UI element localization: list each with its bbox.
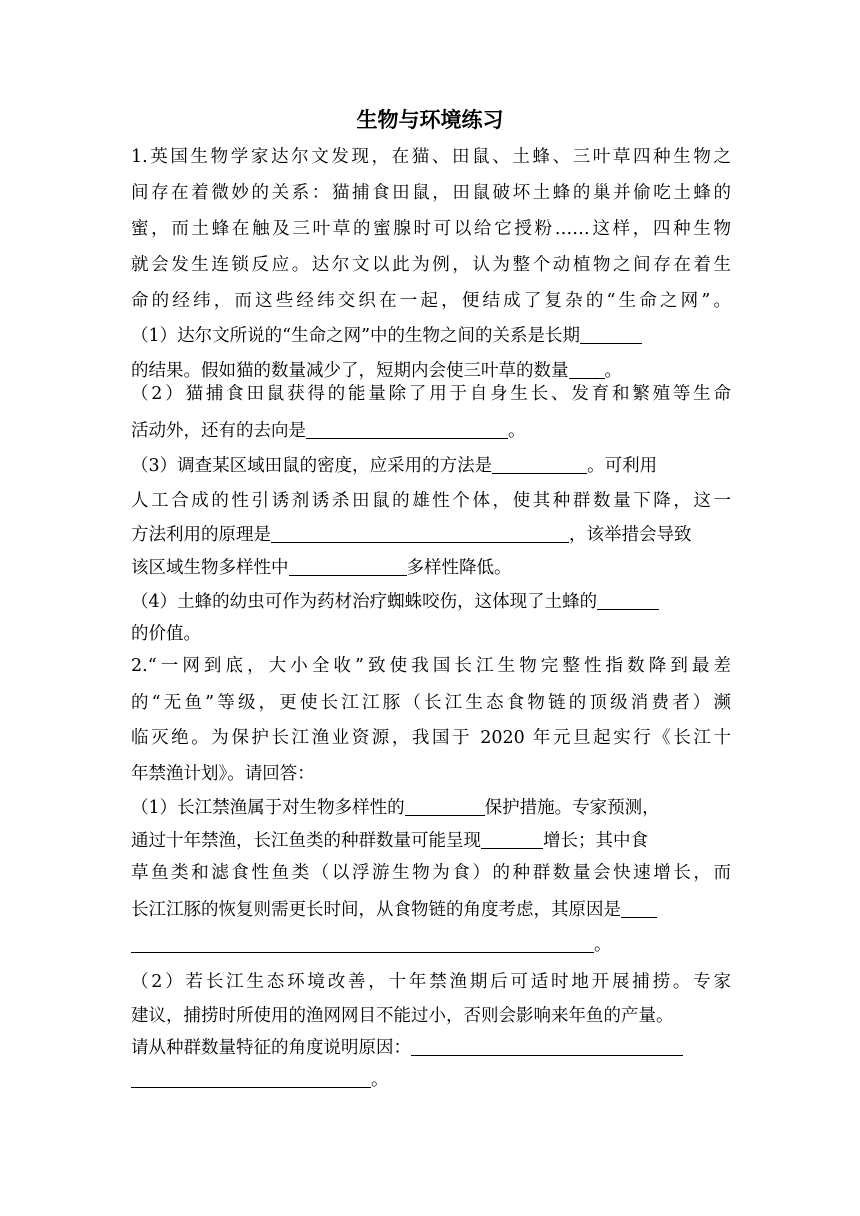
q2-part1-line — [131, 894, 731, 926]
q2-stem-line: 年禁渔计划》。请回答： — [131, 764, 315, 784]
q1-part3-text: 该区域生物多样性中 — [131, 558, 289, 578]
answer-blank[interactable] — [621, 897, 657, 918]
answer-blank[interactable] — [131, 1067, 371, 1088]
answer-blank[interactable] — [597, 589, 659, 610]
q2-stem-line: 临灭绝。为保护长江渔业资源，我国于 2020 年元旦起实行《长江十 — [131, 728, 731, 748]
q1-part3-line: 人工合成的性引诱剂诱杀田鼠的雄性个体，使其种群数量下降，这一 — [131, 491, 731, 511]
q1-part3-line — [131, 519, 731, 551]
q1-part3-text: 。可利用 — [587, 456, 658, 476]
q2-part1-text: 通过十年禁渔，长江鱼类的种群数量可能呈现 — [131, 831, 481, 851]
answer-blank[interactable] — [271, 522, 569, 543]
answer-blank[interactable] — [289, 555, 407, 576]
q2-part1-line — [131, 792, 731, 824]
answer-blank[interactable] — [411, 1035, 683, 1056]
q2-part1-line: 草鱼类和滤食性鱼类（以浮游生物为食）的种群数量会快速增长，而 — [131, 863, 731, 883]
q2-part1-text: 长江江豚的恢复则需更长时间，从食物链的角度考虑，其原因是 — [131, 900, 621, 920]
q1-part2-line: （2）猫捕食田鼠获得的能量除了用于自身生长、发育和繁殖等生命 — [131, 384, 731, 404]
q1-part4-text: （4）土蜂的幼虫可作为药材治疗蜘蛛咬伤，这体现了土蜂的 — [131, 592, 598, 612]
q2-part2-end: 。 — [371, 1070, 389, 1090]
q1-stem-line: 就会发生连锁反应。达尔文以此为例，认为整个动植物之间存在着生 — [131, 255, 731, 275]
answer-blank[interactable] — [492, 453, 587, 474]
q2-stem-line: 的“无鱼”等级，更使长江江豚（长江生态食物链的顶级消费者）濒 — [131, 693, 731, 713]
q1-part1-line — [131, 320, 731, 352]
q2-part1-text: （1）长江禁渔属于对生物多样性的 — [131, 798, 405, 818]
answer-blank[interactable] — [306, 418, 508, 439]
q2-part1-line — [131, 825, 731, 857]
q1-part1-text: 的结果。假如猫的数量减少了，短期内会使三叶草的数量 — [131, 361, 569, 381]
q1-part4-line — [131, 586, 731, 618]
page-title: 生物与环境练习 — [356, 107, 504, 132]
q1-part3-text: ，该举措会导致 — [569, 525, 692, 545]
q1-part3-line — [131, 552, 731, 584]
q1-part3-text: 多样性降低。 — [406, 558, 512, 578]
q1-part3-text: （3）调查某区域田鼠的密度，应采用的方法是 — [131, 456, 493, 476]
q1-stem-line: 1.英国生物学家达尔文发现，在猫、田鼠、土蜂、三叶草四种生物之 — [131, 147, 731, 167]
q1-part2-end: 。 — [508, 421, 526, 441]
q2-part2-line: 建议，捕捞时所使用的渔网网目不能过小，否则会影响来年鱼的产量。 — [131, 1006, 674, 1026]
q2-stem-line: 2.“一网到底，大小全收”致使我国长江生物完整性指数降到最差 — [131, 656, 731, 676]
q2-part1-text: 增长；其中食 — [543, 831, 648, 851]
q1-part4-line: 的价值。 — [131, 624, 201, 644]
q2-part1-end: 。 — [594, 935, 612, 955]
q1-part1-end: 。 — [604, 361, 622, 381]
answer-blank[interactable] — [131, 932, 594, 953]
q2-part2-line: （2）若长江生态环境改善，十年禁渔期后可适时地开展捕捞。专家 — [131, 972, 731, 992]
q1-part2-text: 活动外，还有的去向是 — [131, 421, 306, 441]
q2-part1-text: 保护措施。专家预测， — [484, 798, 660, 818]
q1-part2-line — [131, 415, 731, 447]
q2-part2-text: 请从种群数量特征的角度说明原因： — [131, 1038, 411, 1058]
q1-part3-text: 方法利用的原理是 — [131, 525, 271, 545]
q1-stem-line: 间存在着微妙的关系：猫捕食田鼠，田鼠破坏土蜂的巢并偷吃土蜂的 — [131, 183, 731, 203]
answer-blank[interactable] — [481, 828, 543, 849]
q2-part2-line — [131, 1032, 731, 1064]
q2-part1-line — [131, 929, 731, 961]
q1-part1-text: （1）达尔文所说的“生命之网”中的生物之间的关系是长期 — [131, 326, 581, 346]
q1-part3-line — [131, 450, 731, 482]
answer-blank[interactable] — [580, 323, 642, 344]
answer-blank[interactable] — [405, 795, 485, 816]
answer-blank[interactable] — [569, 358, 605, 379]
q1-stem-line: 命的经纬，而这些经纬交织在一起，便结成了复杂的“生命之网”。 — [131, 291, 731, 311]
q1-stem-line: 蜜，而土蜂在触及三叶草的蜜腺时可以给它授粉……这样，四种生物 — [131, 219, 731, 239]
q2-part2-line — [131, 1064, 731, 1096]
